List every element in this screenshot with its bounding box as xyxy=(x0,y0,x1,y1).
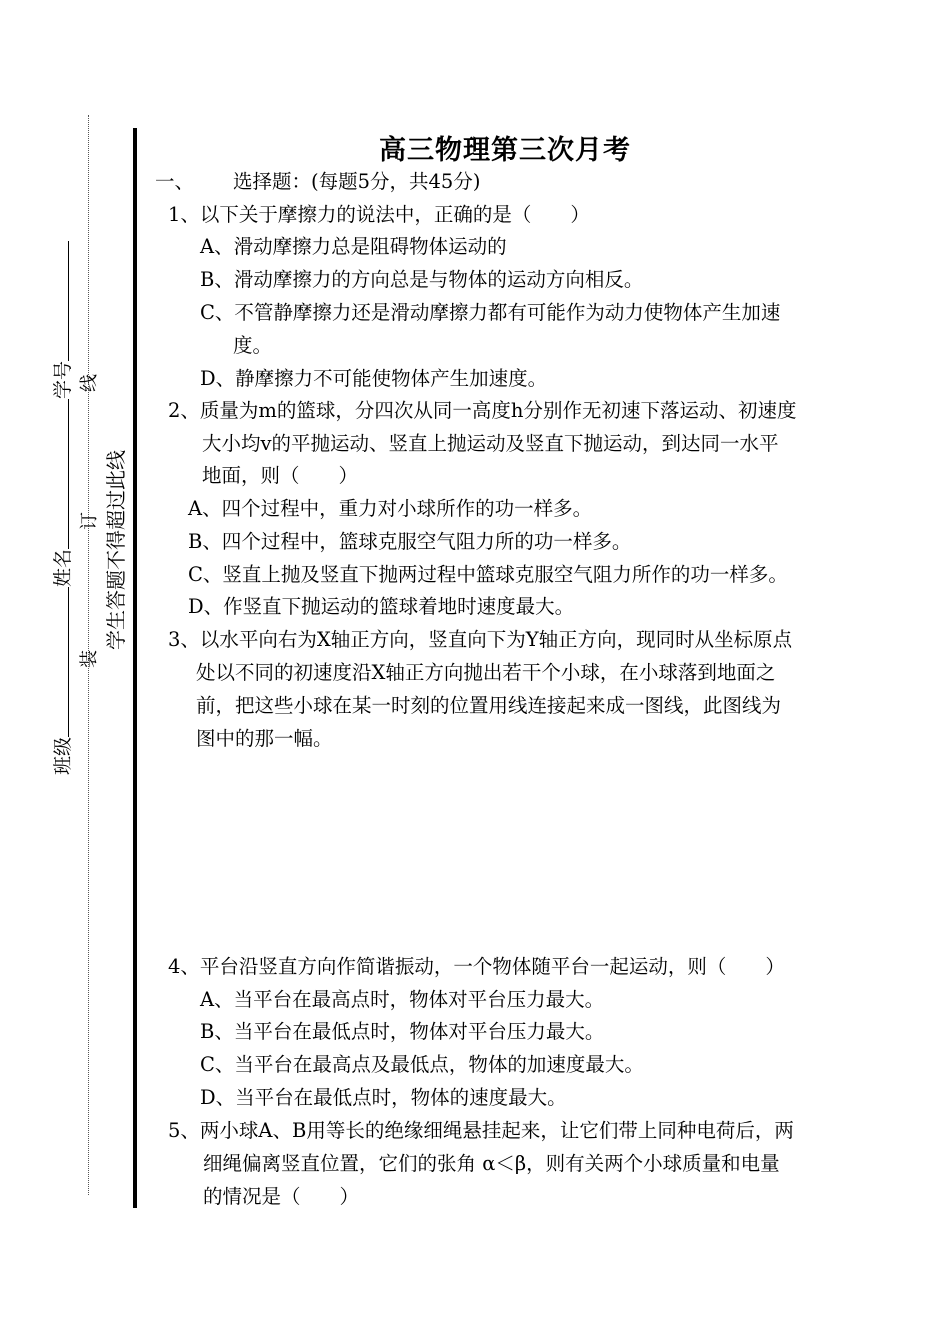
q3-stem-line1: 3、以水平向右为X轴正方向，竖直向下为Y轴正方向，现同时从坐标原点 xyxy=(168,628,793,651)
q1-option-d: D、静摩擦力不可能使物体产生加速度。 xyxy=(200,367,548,390)
q1-option-a: A、滑动摩擦力总是阻碍物体运动的 xyxy=(200,235,507,258)
class-label: 班级 xyxy=(52,736,74,775)
q2-option-b: B、四个过程中，篮球克服空气阻力所的功一样多。 xyxy=(188,530,632,553)
q2-option-d: D、作竖直下抛运动的篮球着地时速度最大。 xyxy=(188,595,575,618)
q2-option-a: A、四个过程中，重力对小球所作的功一样多。 xyxy=(188,497,593,520)
q3-stem-line2: 处以不同的初速度沿X轴正方向抛出若干个小球，在小球落到地面之 xyxy=(196,661,776,684)
section-number: 一、 xyxy=(155,170,195,193)
binding-warning: 学生答题不得超过此线 xyxy=(104,450,128,650)
q5-stem-line1: 5、两小球A、B用等长的绝缘细绳悬挂起来，让它们带上同种电荷后，两 xyxy=(168,1119,794,1142)
binding-mark-zhuang: 装 xyxy=(79,650,100,668)
class-blank[interactable] xyxy=(68,587,69,737)
q5-stem-line3: 的情况是（ ） xyxy=(203,1185,360,1208)
student-id-blank[interactable] xyxy=(68,241,69,361)
q1-option-c-cont: 度。 xyxy=(233,334,273,357)
q2-stem-line3: 地面，则（ ） xyxy=(202,464,359,487)
q5-stem-line2: 细绳偏离竖直位置，它们的张角 α＜β，则有关两个小球质量和电量 xyxy=(203,1152,780,1175)
q4-option-d: D、当平台在最低点时，物体的速度最大。 xyxy=(200,1086,567,1109)
q4-option-b: B、当平台在最低点时，物体对平台压力最大。 xyxy=(200,1020,605,1043)
name-blank[interactable] xyxy=(68,399,69,549)
student-id-label: 学号 xyxy=(52,360,74,399)
q4-option-a: A、当平台在最高点时，物体对平台压力最大。 xyxy=(200,988,605,1011)
q3-stem-line4: 图中的那一幅。 xyxy=(196,727,333,750)
q4-option-c: C、当平台在最高点及最低点，物体的加速度最大。 xyxy=(200,1053,644,1076)
q2-stem-line2: 大小均v的平抛运动、竖直上抛运动及竖直下抛运动，到达同一水平 xyxy=(202,432,779,455)
q1-stem: 1、以下关于摩擦力的说法中，正确的是（ ） xyxy=(168,203,590,226)
q2-stem-line1: 2、质量为m的篮球，分四次从同一高度h分别作无初速下落运动、初速度 xyxy=(168,399,797,422)
student-info-vertical xyxy=(48,241,75,775)
q4-stem: 4、平台沿竖直方向作简谐振动，一个物体随平台一起运动，则（ ） xyxy=(168,955,785,978)
q1-option-b: B、滑动摩擦力的方向总是与物体的运动方向相反。 xyxy=(200,268,644,291)
q2-option-c: C、竖直上抛及竖直下抛两过程中篮球克服空气阻力所作的功一样多。 xyxy=(188,563,788,586)
binding-margin-rule xyxy=(133,128,137,1208)
q1-option-c: C、不管静摩擦力还是滑动摩擦力都有可能作为动力使物体产生加速 xyxy=(200,301,781,324)
binding-mark-ding: 订 xyxy=(79,512,100,530)
binding-mark-xian: 线 xyxy=(79,374,100,392)
section-heading: 选择题：(每题5分，共45分) xyxy=(233,170,481,193)
name-label: 姓名 xyxy=(52,548,74,587)
page-title: 高三物理第三次月考 xyxy=(379,135,631,166)
binding-marks xyxy=(75,374,101,668)
q3-stem-line3: 前，把这些小球在某一时刻的位置用线连接起来成一图线，此图线为 xyxy=(196,694,782,717)
